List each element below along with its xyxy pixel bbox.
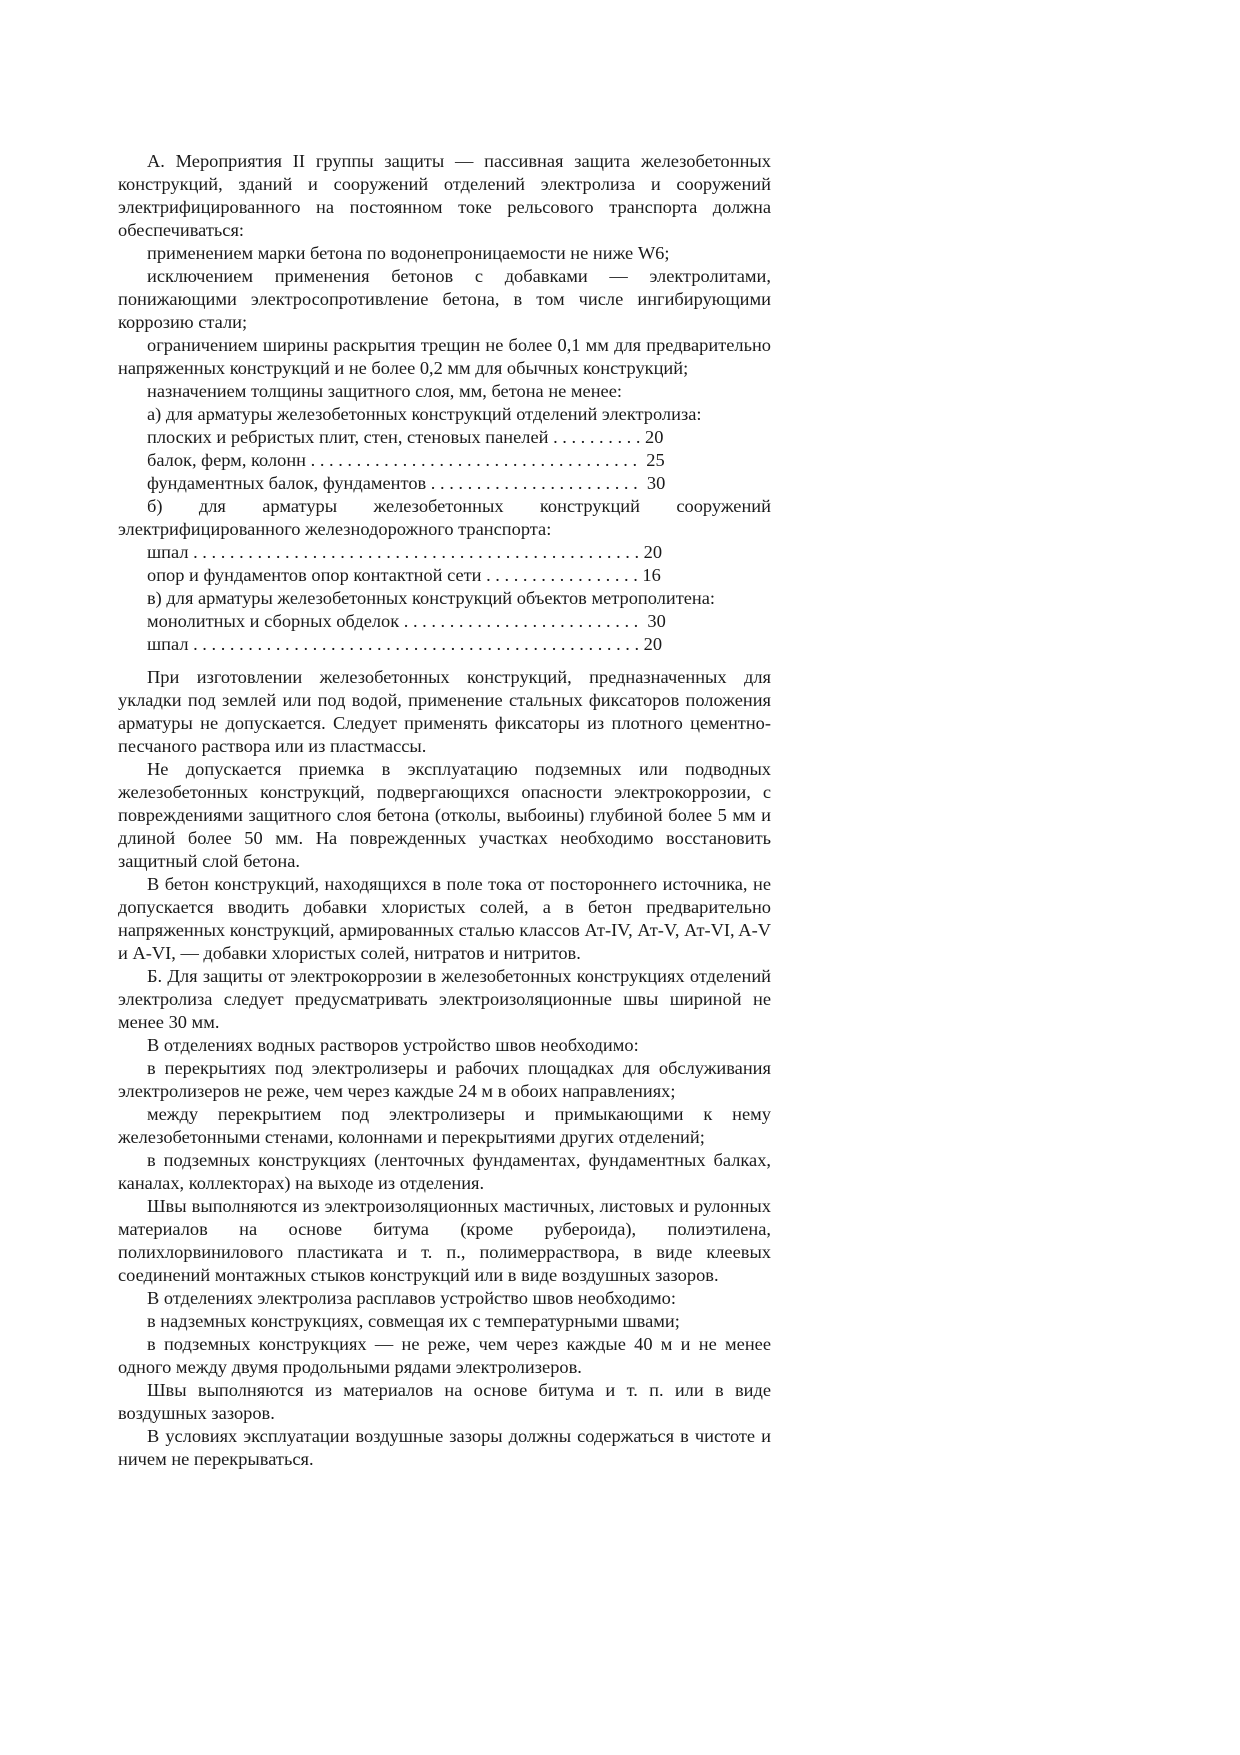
paragraph-chloride-additives: В бетон конструкций, находящихся в поле тока от постороннего источника, не допускается вводить добавки хлористых солей, а в бетон предварительно напряженных конструкций, армированных сталью классов Ат-IV, Ат-V, Ат-VI, A-V и A-VI, — добавки хлористых солей, нитратов и нитритов.	[118, 874, 771, 963]
list-item-beams: балок, ферм, колонн . . . . . . . . . . . . . . . . . . . . . . . . . . . . . . . . . . . . 25	[147, 450, 665, 470]
paragraph-cover-thickness: назначением толщины защитного слоя, мм, бетона не менее:	[147, 381, 622, 401]
paragraph-list-b-heading: б) для арматуры железобетонных конструкций сооружений электрифицированного железнодорожного транспорта:	[118, 496, 771, 539]
list-item-tunnel-linings: монолитных и сборных обделок . . . . . . . . . . . . . . . . . . . . . . . . . . 30	[147, 611, 666, 631]
paragraph-concrete-grade: применением марки бетона по водонепроницаемости не ниже W6;	[147, 243, 670, 263]
paragraph-acceptance: Не допускается приемка в эксплуатацию подземных или подводных железобетонных конструкций, подвергающихся опасности электрокоррозии, с повреждениями защитного слоя бетона (отколы, выбоины) глубиной более 5 мм и длиной более 50 мм. На поврежденных участках необходимо восстановить защитный слой бетона.	[118, 759, 771, 871]
paragraph-joint-materials: Швы выполняются из электроизоляционных мастичных, листовых и рулонных материалов на основе битума (кроме рубероида), полиэтилена, полихлорвинилового пластиката и т. п., полимерраствора, в виде клеевых соединений монтажных стыков конструкций или в виде воздушных зазоров.	[118, 1196, 771, 1285]
paragraph-wall-joints: между перекрытием под электролизеры и примыкающими к нему железобетонными стенами, колоннами и перекрытиями других отделений;	[118, 1104, 771, 1147]
paragraph-crack-width: ограничением ширины раскрытия трещин не более 0,1 мм для предварительно напряженных конструкций и не более 0,2 мм для обычных конструкций;	[118, 335, 771, 378]
paragraph-group-a-intro: А. Мероприятия II группы защиты — пассивная защита железобетонных конструкций, зданий и сооружений отделений электролиза и сооружений электрифицированного на постоянном токе рельсового транспорта должна обеспечиваться:	[118, 151, 771, 240]
paragraph-list-a-heading: а) для арматуры железобетонных конструкций отделений электролиза:	[147, 404, 702, 424]
list-item-sleepers-metro: шпал . . . . . . . . . . . . . . . . . . . . . . . . . . . . . . . . . . . . . . . . . . . . . . . . . 20	[147, 634, 663, 654]
paragraph-aboveground-joints: в надземных конструкциях, совмещая их с температурными швами;	[147, 1311, 680, 1331]
paragraph-bitumen-joints: Швы выполняются из материалов на основе битума и т. п. или в виде воздушных зазоров.	[118, 1380, 771, 1423]
list-item-catenary-supports: опор и фундаментов опор контактной сети . . . . . . . . . . . . . . . . . 16	[147, 565, 661, 585]
paragraph-air-gaps: В условиях эксплуатации воздушные зазоры должны содержаться в чистоте и ничем не перекрываться.	[118, 1426, 771, 1469]
paragraph-steel-fixators: При изготовлении железобетонных конструкций, предназначенных для укладки под землей или под водой, применение стальных фиксаторов положения арматуры не допускается. Следует применять фиксаторы из плотного цементно-песчаного раствора или из пластмассы.	[118, 667, 771, 756]
paragraph-underground-40m: в подземных конструкциях — не реже, чем через каждые 40 м и не менее одного между двумя продольными рядами электролизеров.	[118, 1334, 771, 1377]
paragraph-melt-joints: В отделениях электролиза расплавов устройство швов необходимо:	[147, 1288, 676, 1308]
document-page	[118, 150, 771, 1471]
paragraph-spacer	[118, 656, 771, 666]
paragraph-list-v-heading: в) для арматуры железобетонных конструкций объектов метрополитена:	[147, 588, 716, 608]
paragraph-aqueous-joints: В отделениях водных растворов устройство швов необходимо:	[147, 1035, 639, 1055]
list-item-plates: плоских и ребристых плит, стен, стеновых панелей . . . . . . . . . . 20	[147, 427, 664, 447]
paragraph-underground-joints: в подземных конструкциях (ленточных фундаментах, фундаментных балках, каналах, коллекторах) на выходе из отделения.	[118, 1150, 771, 1193]
list-item-foundations: фундаментных балок, фундаментов . . . . . . . . . . . . . . . . . . . . . . . 30	[147, 473, 666, 493]
list-item-sleepers-railway: шпал . . . . . . . . . . . . . . . . . . . . . . . . . . . . . . . . . . . . . . . . . . . . . . . . . 20	[147, 542, 663, 562]
paragraph-floor-joints: в перекрытиях под электролизеры и рабочих площадках для обслуживания электролизеров не реже, чем через каждые 24 м в обоих направлениях;	[118, 1058, 771, 1101]
paragraph-no-electrolytes: исключением применения бетонов с добавками — электролитами, понижающими электросопротивление бетона, в том числе ингибирующими коррозию стали;	[118, 266, 771, 332]
paragraph-group-b-intro: Б. Для защиты от электрокоррозии в железобетонных конструкциях отделений электролиза следует предусматривать электроизоляционные швы шириной не менее 30 мм.	[118, 966, 771, 1032]
